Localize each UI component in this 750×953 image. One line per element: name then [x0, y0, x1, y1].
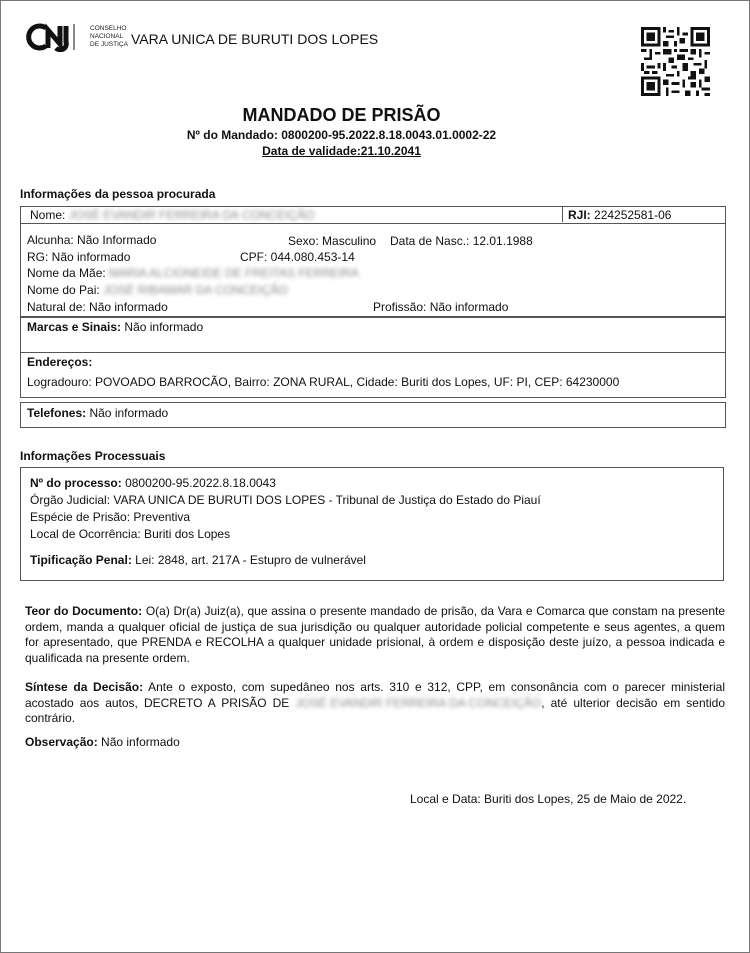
document-content: Teor do Documento: O(a) Dr(a) Juiz(a), que assina o presente mandado de prisão, da Vara e Comarca que constam na presente ordem, manda a qualquer oficial de justiça de sua jurisdição ou qualquer autoridade policial competente e seus agentes, a quem for apresentado, que PRENDA e RECOLHA a qualquer unidade prisional, à ordem e disposição deste juízo, a pessoa indicada e qualificada na presente ordem. — [25, 604, 725, 665]
father-name: Nome do Pai: JOSÉ RIBAMAR DA CONCEIÇÃO — [27, 283, 288, 297]
rji-field: RJI: 224252581-06 — [568, 208, 672, 222]
address-value: Logradouro: POVOADO BARROCÃO, Bairro: ZONA RURAL, Cidade: Buriti dos Lopes, UF: PI, CEP: 64230000 — [27, 375, 620, 389]
birth-date: Data de Nasc.: 12.01.1988 — [390, 234, 533, 248]
warrant-number: Nº do Mandado: 0800200-95.2022.8.18.0043.01.0002-22 — [186, 128, 497, 142]
name-value-redacted: JOSÉ EVANDIR FERREIRA DA CONCEIÇÃO — [68, 208, 315, 222]
place-and-date: Local e Data: Buriti dos Lopes, 25 de Maio de 2022. — [410, 792, 687, 806]
decision-summary: Síntese da Decisão: Ante o exposto, com supedâneo nos arts. 310 e 312, CPP, em consonância com o parecer ministerial acostado aos autos, DECRETO A PRISÃO DE JOSÉ EVANDIR FERREIRA DA CONCEIÇÃO, até ulterior decisão em sentido contrário. — [25, 680, 726, 725]
decision-name-redacted: JOSÉ EVANDIR FERREIRA DA CONCEIÇÃO — [295, 695, 542, 710]
process-number: Nº do processo: 0800200-95.2022.8.18.0043 — [30, 476, 276, 490]
name-field: Nome: JOSÉ EVANDIR FERREIRA DA CONCEIÇÃO — [30, 208, 315, 222]
phones-field: Telefones: Não informado — [27, 406, 169, 420]
process-section-title: Informações Processuais — [20, 449, 166, 463]
observation: Observação: Não informado — [25, 735, 180, 749]
logo-caption: CONSELHO NACIONAL DE JUSTIÇA — [90, 25, 128, 48]
occurrence-place: Local de Ocorrência: Buriti dos Lopes — [30, 527, 231, 541]
father-name-redacted: JOSÉ RIBAMAR DA CONCEIÇÃO — [103, 283, 288, 297]
mother-name-redacted: MARIA ALCIONEIDE DE FREITAS FERREIRA — [109, 266, 359, 280]
penal-classification: Tipificação Penal: Lei: 2848, art. 217A - Estupro de vulnerável — [30, 553, 366, 567]
validity-date: Data de validade:21.10.2041 — [262, 144, 421, 158]
marks-field: Marcas e Sinais: Não informado — [27, 320, 204, 334]
naturalidade: Natural de: Não informado — [27, 300, 168, 314]
address-label: Endereços: — [27, 355, 93, 369]
prison-type: Espécie de Prisão: Preventiva — [30, 510, 191, 524]
person-section-title: Informações da pessoa procurada — [20, 187, 216, 201]
document-title: MANDADO DE PRISÃO — [242, 105, 441, 125]
sexo: Sexo: Masculino — [288, 234, 377, 248]
judicial-organ: Órgão Judicial: VARA UNICA DE BURUTI DOS LOPES - Tribunal de Justiça do Estado do Piauí — [30, 493, 541, 507]
profissao: Profissão: Não informado — [373, 300, 509, 314]
rg: RG: Não informado — [27, 250, 131, 264]
court-name: VARA UNICA DE BURUTI DOS LOPES — [131, 31, 379, 47]
name-row-divider — [562, 206, 563, 222]
cnj-logo — [26, 22, 88, 52]
alcunha: Alcunha: Não Informado — [27, 233, 157, 247]
cpf: CPF: 044.080.453-14 — [240, 250, 355, 264]
qr-code — [641, 27, 710, 96]
mother-name: Nome da Mãe: MARIA ALCIONEIDE DE FREITAS FERREIRA — [27, 266, 359, 280]
